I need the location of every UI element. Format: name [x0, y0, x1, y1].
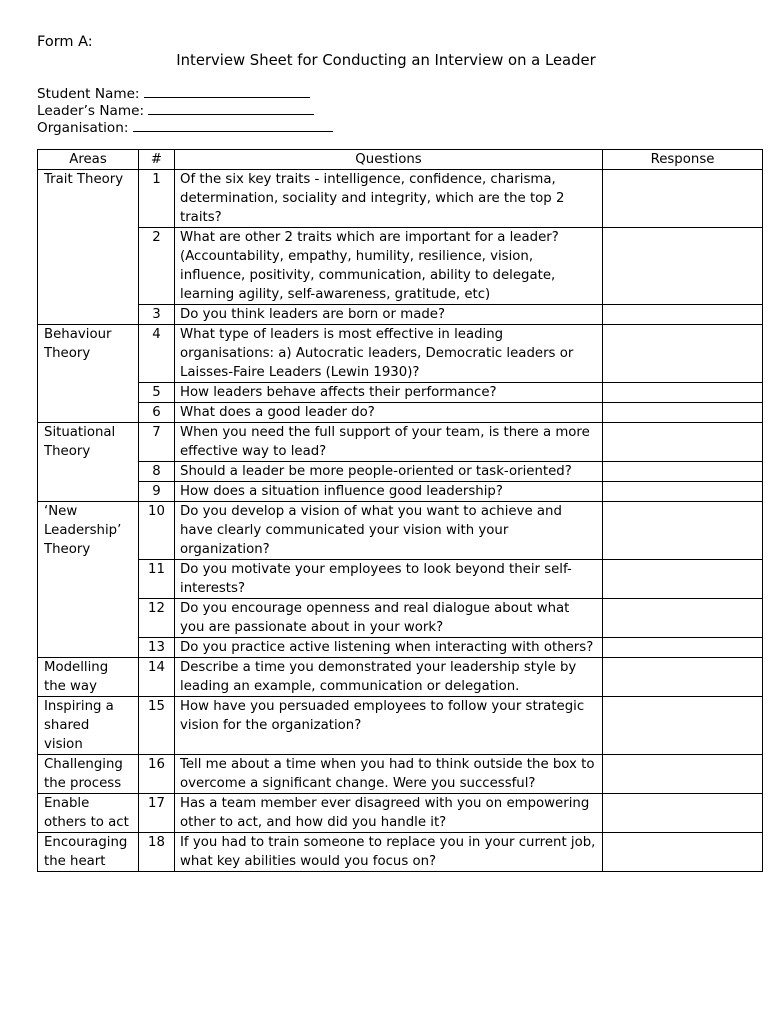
question-number: 4 — [139, 325, 175, 383]
table-row — [38, 638, 763, 658]
question-number: 18 — [139, 833, 175, 872]
area-cell: Modelling the way — [38, 658, 139, 697]
question-text: Should a leader be more people-oriented or task-oriented? — [175, 462, 603, 482]
question-number: 1 — [139, 170, 175, 228]
student-name-line[interactable] — [144, 87, 310, 98]
table-row — [38, 697, 763, 755]
area-cell: Trait Theory — [38, 170, 139, 325]
question-number: 17 — [139, 794, 175, 833]
page-title: Interview Sheet for Conducting an Interview on a Leader — [176, 52, 596, 69]
table-row — [38, 502, 763, 560]
question-number: 5 — [139, 383, 175, 403]
response-cell[interactable] — [603, 403, 763, 423]
question-number: 10 — [139, 502, 175, 560]
response-cell[interactable] — [603, 560, 763, 599]
question-number: 16 — [139, 755, 175, 794]
header-number: # — [139, 150, 175, 170]
header-response: Response — [603, 150, 763, 170]
area-cell: ‘New Leadership’ Theory — [38, 502, 139, 658]
organisation-field[interactable] — [37, 120, 333, 136]
area-cell: Situational Theory — [38, 423, 139, 502]
question-number: 13 — [139, 638, 175, 658]
student-name-label: Student Name: — [37, 86, 140, 102]
response-cell[interactable] — [603, 462, 763, 482]
table-row — [38, 482, 763, 502]
table-row — [38, 833, 763, 872]
table-row — [38, 325, 763, 383]
table-row — [38, 794, 763, 833]
table-row — [38, 228, 763, 305]
question-text: Describe a time you demonstrated your leadership style by leading an example, communication or delegation. — [175, 658, 603, 697]
response-cell[interactable] — [603, 383, 763, 403]
response-cell[interactable] — [603, 325, 763, 383]
table-row — [38, 170, 763, 228]
question-text: Has a team member ever disagreed with you on empowering other to act, and how did you handle it? — [175, 794, 603, 833]
question-number: 14 — [139, 658, 175, 697]
question-number: 7 — [139, 423, 175, 462]
header-questions: Questions — [175, 150, 603, 170]
response-cell[interactable] — [603, 502, 763, 560]
question-text: Tell me about a time when you had to think outside the box to overcome a significant change. Were you successful? — [175, 755, 603, 794]
leader-name-label: Leader’s Name: — [37, 103, 145, 119]
response-cell[interactable] — [603, 658, 763, 697]
response-cell[interactable] — [603, 794, 763, 833]
question-number: 6 — [139, 403, 175, 423]
table-row — [38, 560, 763, 599]
question-number: 9 — [139, 482, 175, 502]
question-number: 8 — [139, 462, 175, 482]
response-cell[interactable] — [603, 228, 763, 305]
table-row — [38, 658, 763, 697]
area-cell: Enable others to act — [38, 794, 139, 833]
question-text: When you need the full support of your team, is there a more effective way to lead? — [175, 423, 603, 462]
table-body — [38, 170, 763, 872]
leader-name-field[interactable] — [37, 103, 314, 119]
header-areas: Areas — [38, 150, 139, 170]
table-row — [38, 383, 763, 403]
area-cell: Inspiring a shared vision — [38, 697, 139, 755]
leader-name-line[interactable] — [148, 104, 314, 115]
question-text: What does a good leader do? — [175, 403, 603, 423]
organisation-label: Organisation: — [37, 120, 129, 136]
question-text: How does a situation influence good leadership? — [175, 482, 603, 502]
area-cell: Behaviour Theory — [38, 325, 139, 423]
table-row — [38, 599, 763, 638]
question-text: Do you encourage openness and real dialogue about what you are passionate about in your work? — [175, 599, 603, 638]
question-text: If you had to train someone to replace you in your current job, what key abilities would you focus on? — [175, 833, 603, 872]
question-number: 3 — [139, 305, 175, 325]
question-text: How leaders behave affects their performance? — [175, 383, 603, 403]
table-row — [38, 403, 763, 423]
question-number: 11 — [139, 560, 175, 599]
question-text: Do you motivate your employees to look beyond their self-interests? — [175, 560, 603, 599]
student-name-field[interactable] — [37, 86, 310, 102]
area-cell: Encouraging the heart — [38, 833, 139, 872]
response-cell[interactable] — [603, 755, 763, 794]
question-number: 12 — [139, 599, 175, 638]
interview-table — [37, 149, 763, 872]
organisation-line[interactable] — [133, 121, 333, 132]
question-text: What type of leaders is most effective in leading organisations: a) Autocratic leaders, Democratic leaders or Laisses-Faire Leaders (Lewin 1930)? — [175, 325, 603, 383]
question-number: 2 — [139, 228, 175, 305]
response-cell[interactable] — [603, 638, 763, 658]
response-cell[interactable] — [603, 599, 763, 638]
response-cell[interactable] — [603, 697, 763, 755]
response-cell[interactable] — [603, 305, 763, 325]
question-text: Do you develop a vision of what you want to achieve and have clearly communicated your vision with your organization? — [175, 502, 603, 560]
table-header-row — [38, 150, 763, 170]
question-text: How have you persuaded employees to follow your strategic vision for the organization? — [175, 697, 603, 755]
response-cell[interactable] — [603, 170, 763, 228]
question-text: Do you practice active listening when interacting with others? — [175, 638, 603, 658]
response-cell[interactable] — [603, 423, 763, 462]
area-cell: Challenging the process — [38, 755, 139, 794]
question-text: Of the six key traits - intelligence, confidence, charisma, determination, sociality and integrity, which are the top 2 traits? — [175, 170, 603, 228]
question-text: What are other 2 traits which are important for a leader? (Accountability, empathy, humility, resilience, vision, influence, positivity, communication, ability to delegate, learning agility, self-awareness, gratitude, etc) — [175, 228, 603, 305]
table-row — [38, 305, 763, 325]
table-row — [38, 462, 763, 482]
question-text: Do you think leaders are born or made? — [175, 305, 603, 325]
response-cell[interactable] — [603, 833, 763, 872]
response-cell[interactable] — [603, 482, 763, 502]
table-row — [38, 423, 763, 462]
question-number: 15 — [139, 697, 175, 755]
table-row — [38, 755, 763, 794]
form-label: Form A: — [37, 34, 93, 50]
